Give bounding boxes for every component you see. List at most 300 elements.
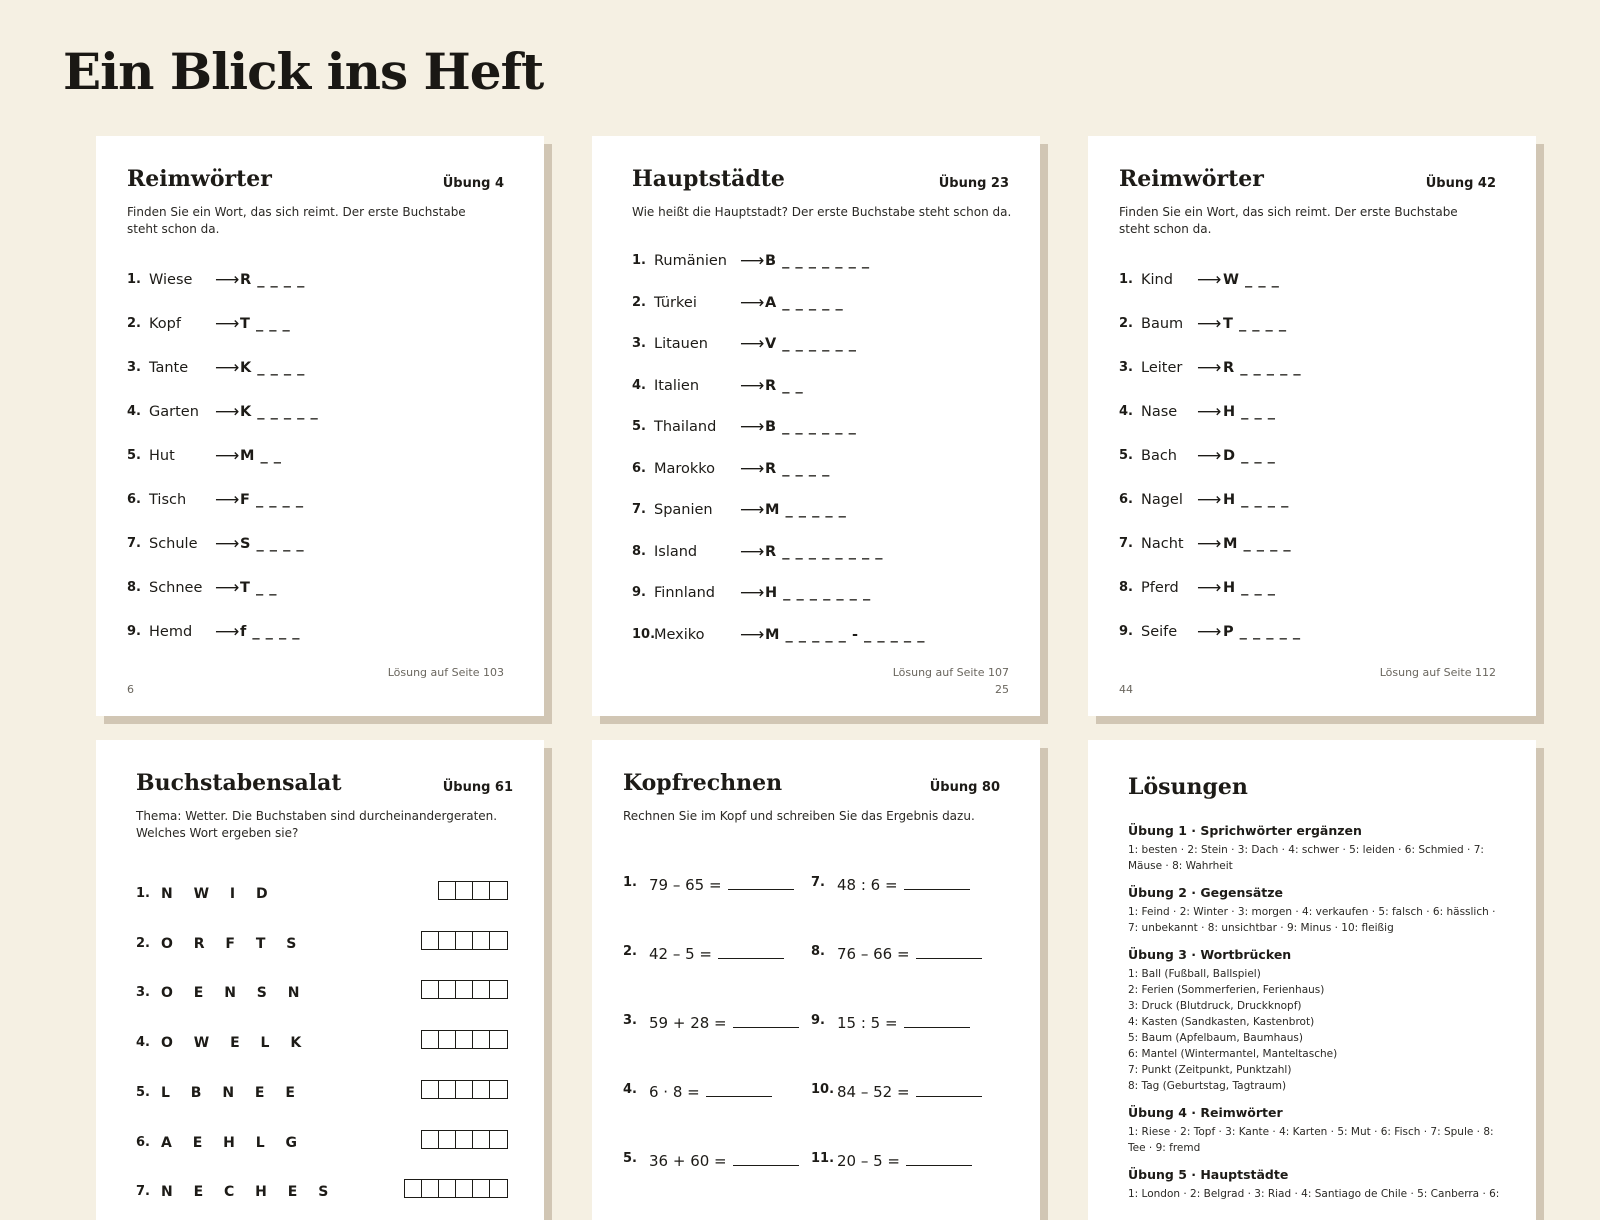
item-word: Finnland (654, 585, 716, 601)
item-number: 4. (632, 377, 646, 393)
item-word: Mexiko (654, 626, 705, 643)
item-number: 3. (127, 360, 141, 375)
arrow-icon: ⟶ (740, 334, 765, 354)
arrow-icon: ⟶ (740, 292, 765, 313)
letter-box (439, 1180, 456, 1197)
answer-blank: M _ _ (240, 448, 282, 464)
arrow-icon: ⟶ (1197, 358, 1222, 378)
item-number: 5. (127, 448, 141, 463)
item-number: 3. (1119, 360, 1133, 375)
arithmetic-row (623, 944, 803, 966)
item-word: Island (654, 543, 698, 560)
task-text: 76 – 66 = (837, 945, 910, 963)
exercise-row (127, 624, 487, 644)
arithmetic-row (811, 1082, 991, 1104)
letter-salad-row (136, 1184, 508, 1208)
letter-box (456, 1131, 473, 1148)
item-number: 1. (136, 886, 150, 901)
item-number: 5. (136, 1084, 150, 1100)
item-number: 5. (632, 419, 646, 434)
preview-page-buchstabensalat-61 (96, 740, 544, 1220)
exercise-instruction: Finden Sie ein Wort, das sich reimt. Der erste Buchstabe steht schon da. (127, 205, 466, 236)
answer-line (733, 1013, 799, 1028)
page-title: Ein Blick ins Heft (63, 42, 544, 101)
item-word: Tisch (149, 492, 187, 508)
solution-text: 1: London · 2: Belgrad · 3: Riad · 4: Santiago de Chile · 5: Canberra · 6: (1128, 1188, 1500, 1200)
arrow-icon: ⟶ (740, 251, 765, 271)
arithmetic-task (837, 944, 982, 963)
task-text: 42 – 5 = (649, 945, 713, 963)
answer-line (916, 944, 982, 959)
item-word: Tante (149, 360, 189, 376)
item-number: 7. (136, 1184, 150, 1200)
item-number: 8. (632, 543, 646, 559)
arrow-icon: ⟶ (215, 490, 240, 510)
answer-blank: H _ _ _ (1223, 404, 1276, 420)
item-number: 6. (632, 460, 646, 476)
solution-line: 3: Druck (Blutdruck, Druckknopf) (1128, 1000, 1302, 1012)
arrow-icon: ⟶ (215, 402, 240, 422)
exercise-title: Kopfrechnen (623, 770, 783, 796)
item-number: 5. (1119, 448, 1133, 463)
answer-boxes (438, 881, 508, 900)
letter-box (422, 1131, 439, 1148)
item-number: 4. (136, 1035, 150, 1051)
letter-box (490, 882, 507, 899)
exercise-row (632, 502, 992, 522)
task-text: 20 – 5 = (837, 1152, 901, 1170)
task-text: 79 – 65 = (649, 876, 722, 894)
arithmetic-task (649, 1151, 799, 1170)
answer-blank: R _ _ _ _ _ _ _ _ (765, 543, 884, 560)
item-word: Nacht (1141, 536, 1184, 552)
answer-blank: S _ _ _ _ (240, 536, 305, 552)
exercise-row (632, 458, 992, 481)
letter-box (422, 1180, 439, 1197)
answer-line (906, 1151, 972, 1166)
letter-box (490, 932, 507, 949)
solution-heading: Übung 4 · Reimwörter (1128, 1105, 1283, 1120)
letter-box (439, 1081, 456, 1098)
arrow-icon: ⟶ (215, 622, 240, 642)
answer-line (718, 944, 784, 959)
item-word: Marokko (654, 460, 716, 477)
scrambled-letters: A E H L G (161, 1134, 306, 1151)
item-number: 2. (632, 294, 646, 310)
exercise-row (127, 448, 487, 468)
arithmetic-task (837, 875, 970, 894)
letter-box (490, 1081, 507, 1098)
solution-reference: Lösung auf Seite 107 (892, 666, 1009, 679)
arithmetic-row (811, 944, 991, 966)
letter-box (439, 981, 456, 998)
item-word: Baum (1141, 316, 1184, 332)
arrow-icon: ⟶ (1197, 270, 1222, 290)
item-number: 10. (632, 626, 656, 642)
arithmetic-task (649, 875, 794, 894)
scrambled-letters: L B N E E (161, 1084, 303, 1101)
item-number: 3. (623, 1013, 637, 1028)
arithmetic-row (623, 1013, 803, 1035)
item-number: 2. (623, 944, 637, 959)
answer-blank: T _ _ _ (240, 316, 291, 332)
item-number: 4. (127, 404, 141, 419)
item-word: Garten (149, 404, 199, 420)
exercise-row (632, 419, 992, 439)
exercise-title: Reimwörter (127, 166, 272, 192)
item-number: 7. (811, 875, 825, 890)
item-number: 8. (1119, 580, 1133, 595)
letter-box (456, 981, 473, 998)
arrow-icon: ⟶ (740, 541, 765, 562)
answer-boxes (404, 1179, 508, 1198)
answer-blank: W _ _ _ (1223, 272, 1280, 288)
preview-page-hauptstaedte-23 (592, 136, 1040, 716)
exercise-row (1119, 360, 1479, 380)
answer-blank: D _ _ _ (1223, 448, 1276, 464)
preview-page-reimwoerter-42 (1088, 136, 1536, 716)
answer-blank: K _ _ _ _ (240, 360, 305, 376)
arrow-icon: ⟶ (215, 446, 240, 466)
answer-blank: H _ _ _ (1223, 580, 1276, 596)
exercise-row (632, 585, 992, 605)
exercise-row (127, 580, 487, 600)
answer-blank: H _ _ _ _ (1223, 492, 1289, 508)
solution-text: 1: Feind · 2: Winter · 3: morgen · 4: verkaufen · 5: falsch · 6: hässlich · 7: unbekannt · 8: unsichtbar · 9: Minus · 10: fleißig (1128, 906, 1496, 934)
arithmetic-task (837, 1082, 982, 1101)
solution-heading: Übung 3 · Wortbrücken (1128, 947, 1292, 962)
arithmetic-row (811, 1013, 991, 1035)
exercise-number: Übung 4 (442, 176, 504, 191)
exercise-row (127, 360, 487, 380)
task-text: 59 + 28 = (649, 1014, 727, 1032)
arrow-icon: ⟶ (740, 458, 765, 479)
item-number: 4. (1119, 404, 1133, 419)
item-number: 1. (623, 875, 637, 890)
answer-blank: A _ _ _ _ _ (765, 294, 844, 311)
exercise-row (127, 536, 487, 556)
letter-salad-row (136, 936, 508, 960)
solution-reference: Lösung auf Seite 103 (387, 666, 504, 679)
item-word: Kopf (149, 316, 181, 332)
exercise-row (632, 253, 992, 273)
item-number: 9. (1119, 624, 1133, 639)
arrow-icon: ⟶ (1197, 446, 1222, 466)
answer-blank: M _ _ _ _ _ - _ _ _ _ _ (765, 626, 925, 643)
answer-blank: M _ _ _ _ _ (765, 502, 847, 518)
letter-box (473, 1081, 490, 1098)
preview-page-loesungen (1088, 740, 1536, 1220)
item-word: Spanien (654, 502, 713, 518)
scrambled-letters: N E C H E S (161, 1184, 337, 1201)
answer-blank: K _ _ _ _ _ (240, 404, 319, 420)
item-word: Italien (654, 377, 700, 394)
item-number: 7. (632, 502, 646, 517)
item-word: Pferd (1141, 580, 1179, 596)
arrow-icon: ⟶ (1197, 314, 1222, 334)
exercise-row (1119, 492, 1479, 512)
answer-blank: T _ _ (240, 580, 277, 596)
answer-blank: B _ _ _ _ _ _ _ (765, 253, 870, 269)
answer-blank: R _ _ _ _ _ (1223, 360, 1302, 376)
exercise-row (632, 541, 992, 564)
letter-box (439, 1031, 456, 1048)
solution-line: 5: Baum (Apfelbaum, Baumhaus) (1128, 1032, 1303, 1044)
item-number: 3. (632, 336, 646, 351)
solutions-title: Lösungen (1128, 774, 1248, 800)
letter-box (422, 1081, 439, 1098)
answer-line (904, 1013, 970, 1028)
answer-blank: V _ _ _ _ _ _ (765, 336, 857, 352)
scrambled-letters: O E N S N (161, 985, 308, 1002)
solution-line: 8: Tag (Geburtstag, Tagtraum) (1128, 1080, 1287, 1092)
item-number: 2. (136, 935, 150, 951)
item-word: Bach (1141, 448, 1177, 464)
solution-line: 6: Mantel (Wintermantel, Manteltasche) (1128, 1048, 1338, 1060)
item-number: 9. (811, 1013, 825, 1028)
item-number: 9. (127, 624, 141, 639)
answer-blank: R _ _ _ _ (240, 272, 305, 288)
answer-blank: R _ _ (765, 377, 804, 394)
exercise-row (1119, 404, 1479, 424)
letter-salad-row (136, 1135, 508, 1159)
exercise-row (632, 624, 992, 647)
exercise-title: Hauptstädte (632, 166, 785, 192)
arithmetic-task (649, 1013, 799, 1032)
item-word: Hut (149, 448, 175, 464)
letter-salad-row (136, 1085, 508, 1109)
solution-line: 1: Ball (Fußball, Ballspiel) (1128, 968, 1261, 980)
page-number: 25 (995, 683, 1009, 696)
preview-page-reimwoerter-4 (96, 136, 544, 716)
letter-box (439, 932, 456, 949)
letter-box (456, 882, 473, 899)
page-number: 6 (127, 683, 134, 696)
arrow-icon: ⟶ (1197, 534, 1222, 554)
item-number: 4. (623, 1082, 637, 1097)
exercise-row (127, 492, 487, 512)
arrow-icon: ⟶ (1197, 622, 1222, 642)
letter-box (473, 1180, 490, 1197)
item-word: Wiese (149, 272, 193, 288)
letter-box (456, 932, 473, 949)
item-word: Kind (1141, 272, 1173, 288)
exercise-row (1119, 580, 1479, 600)
item-word: Leiter (1141, 360, 1183, 376)
letter-box (473, 1131, 490, 1148)
answer-blank: H _ _ _ _ _ _ _ (765, 585, 871, 601)
arithmetic-row (811, 1151, 991, 1173)
exercise-row (632, 336, 992, 356)
exercise-row (632, 375, 992, 398)
letter-box (422, 1031, 439, 1048)
letter-box (456, 1031, 473, 1048)
exercise-row (127, 272, 487, 292)
answer-blank: R _ _ _ _ (765, 460, 830, 477)
item-word: Nagel (1141, 492, 1183, 508)
answer-line (728, 875, 794, 890)
item-word: Nase (1141, 404, 1178, 420)
item-number: 8. (811, 944, 825, 959)
exercise-row (127, 316, 487, 336)
solution-reference: Lösung auf Seite 112 (1379, 666, 1496, 679)
preview-page-kopfrechnen-80 (592, 740, 1040, 1220)
solution-line: 2: Ferien (Sommerferien, Ferienhaus) (1128, 984, 1325, 996)
letter-box (439, 882, 456, 899)
arrow-icon: ⟶ (215, 358, 240, 378)
letter-box (490, 981, 507, 998)
letter-box (422, 932, 439, 949)
exercise-number: Übung 42 (1425, 176, 1496, 191)
item-number: 10. (811, 1082, 835, 1097)
task-text: 6 · 8 = (649, 1083, 700, 1101)
exercise-row (632, 292, 992, 315)
arithmetic-task (649, 1082, 772, 1101)
answer-blank: F _ _ _ _ (240, 492, 304, 508)
page-number: 44 (1119, 683, 1133, 696)
item-number: 1. (1119, 272, 1133, 287)
arrow-icon: ⟶ (740, 417, 765, 437)
solution-list (1128, 966, 1496, 1094)
solution-heading: Übung 5 · Hauptstädte (1128, 1167, 1289, 1182)
solution-line: 7: Punkt (Zeitpunkt, Punktzahl) (1128, 1064, 1292, 1076)
arrow-icon: ⟶ (740, 375, 765, 396)
letter-box (490, 1031, 507, 1048)
answer-blank: T _ _ _ _ (1223, 316, 1287, 332)
exercise-number: Übung 80 (929, 780, 1000, 795)
solution-text: 1: Riese · 2: Topf · 3: Kante · 4: Karten · 5: Mut · 6: Fisch · 7: Spule · 8: Tee · 9: fremd (1128, 1126, 1494, 1154)
item-number: 2. (127, 316, 141, 331)
task-text: 48 : 6 = (837, 876, 898, 894)
exercise-row (1119, 624, 1479, 644)
arrow-icon: ⟶ (215, 270, 240, 290)
answer-line (916, 1082, 982, 1097)
letter-salad-row (136, 886, 508, 910)
answer-line (904, 875, 970, 890)
letter-box (456, 1081, 473, 1098)
solution-line: 4: Kasten (Sandkasten, Kastenbrot) (1128, 1016, 1315, 1028)
exercise-instruction: Thema: Wetter. Die Buchstaben sind durcheinandergeraten. Welches Wort ergeben sie? (136, 809, 498, 840)
item-number: 6. (127, 492, 141, 507)
letter-box (422, 981, 439, 998)
arithmetic-row (623, 875, 803, 897)
item-number: 11. (811, 1151, 835, 1166)
letter-box (473, 1031, 490, 1048)
item-word: Seife (1141, 624, 1178, 640)
letter-box (456, 1180, 473, 1197)
item-number: 5. (623, 1151, 637, 1166)
item-word: Rumänien (654, 253, 727, 269)
item-number: 8. (127, 580, 141, 595)
answer-blank: P _ _ _ _ _ (1223, 624, 1301, 640)
arithmetic-row (811, 875, 991, 897)
exercise-title: Reimwörter (1119, 166, 1264, 192)
exercise-row (1119, 272, 1479, 292)
exercise-row (1119, 536, 1479, 556)
solution-heading: Übung 2 · Gegensätze (1128, 885, 1284, 900)
letter-box (490, 1131, 507, 1148)
item-number: 2. (1119, 316, 1133, 331)
scrambled-letters: N W I D (161, 886, 276, 902)
letter-box (439, 1131, 456, 1148)
exercise-number: Übung 61 (442, 780, 513, 795)
arithmetic-row (623, 1082, 803, 1104)
item-word: Schnee (149, 580, 203, 596)
letter-box (405, 1180, 422, 1197)
answer-blank: f _ _ _ _ (240, 624, 301, 640)
arrow-icon: ⟶ (740, 624, 765, 645)
letter-box (473, 882, 490, 899)
item-word: Litauen (654, 336, 708, 352)
item-word: Hemd (149, 624, 193, 640)
item-number: 1. (632, 253, 646, 268)
answer-boxes (421, 1130, 508, 1149)
letter-box (490, 1180, 507, 1197)
exercise-number: Übung 23 (938, 176, 1009, 191)
item-number: 1. (127, 272, 141, 287)
arrow-icon: ⟶ (1197, 578, 1222, 598)
arithmetic-task (837, 1013, 970, 1032)
answer-blank: B _ _ _ _ _ _ (765, 419, 857, 435)
arithmetic-row (623, 1151, 803, 1173)
item-number: 7. (1119, 536, 1133, 551)
arrow-icon: ⟶ (1197, 402, 1222, 422)
item-word: Thailand (654, 419, 717, 435)
item-number: 7. (127, 536, 141, 551)
exercise-instruction: Wie heißt die Hauptstadt? Der erste Buchstabe steht schon da. (632, 205, 1012, 219)
answer-blank: M _ _ _ _ (1223, 536, 1292, 552)
task-text: 15 : 5 = (837, 1014, 898, 1032)
answer-boxes (421, 931, 508, 950)
arrow-icon: ⟶ (740, 500, 765, 520)
item-word: Schule (149, 536, 198, 552)
answer-boxes (421, 1030, 508, 1049)
arrow-icon: ⟶ (215, 534, 240, 554)
arrow-icon: ⟶ (1197, 490, 1222, 510)
item-number: 6. (1119, 492, 1133, 507)
arithmetic-task (837, 1151, 972, 1170)
scrambled-letters: O R F T S (161, 935, 305, 952)
answer-boxes (421, 1080, 508, 1099)
letter-box (473, 932, 490, 949)
exercise-row (1119, 316, 1479, 336)
letter-salad-row (136, 985, 508, 1009)
solution-heading: Übung 1 · Sprichwörter ergänzen (1128, 823, 1362, 838)
answer-line (706, 1082, 772, 1097)
arrow-icon: ⟶ (215, 578, 240, 598)
item-number: 9. (632, 585, 646, 600)
answer-boxes (421, 980, 508, 999)
exercise-title: Buchstabensalat (136, 770, 342, 796)
scrambled-letters: O W E L K (161, 1035, 310, 1052)
arrow-icon: ⟶ (215, 314, 240, 334)
letter-salad-row (136, 1035, 508, 1059)
exercise-row (127, 404, 487, 424)
item-number: 3. (136, 985, 150, 1001)
task-text: 36 + 60 = (649, 1152, 727, 1170)
task-text: 84 – 52 = (837, 1083, 910, 1101)
exercise-row (1119, 448, 1479, 468)
letter-box (473, 981, 490, 998)
answer-line (733, 1151, 799, 1166)
item-number: 6. (136, 1134, 150, 1150)
exercise-instruction: Rechnen Sie im Kopf und schreiben Sie das Ergebnis dazu. (623, 809, 975, 823)
solution-text: 1: besten · 2: Stein · 3: Dach · 4: schwer · 5: leiden · 6: Schmied · 7: Mäuse · 8: Wahrheit (1128, 844, 1484, 872)
arrow-icon: ⟶ (740, 583, 765, 603)
item-word: Türkei (654, 294, 697, 311)
arithmetic-task (649, 944, 784, 963)
exercise-instruction: Finden Sie ein Wort, das sich reimt. Der erste Buchstabe steht schon da. (1119, 205, 1458, 236)
